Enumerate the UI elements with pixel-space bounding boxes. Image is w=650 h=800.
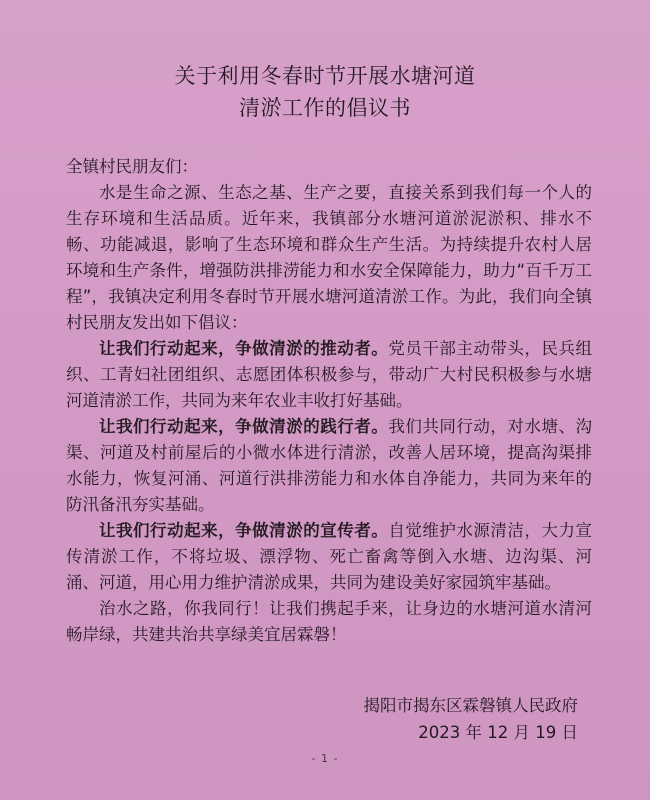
paragraph-closing: 治水之路，你我同行！让我们携起手来，让身边的水塘河道水清河畅岸绿，共建共治共享绿美宜居霖磐！ xyxy=(66,599,592,644)
paragraph-initiative-1 xyxy=(66,336,592,414)
initiative-1-text: 党员干部主动带头，民兵组织、工青妇社团组织、志愿团体积极参与，带动广大村民积极参与水塘河道清淤工作，共同为来年农业丰收打好基础。 xyxy=(66,339,593,410)
issuer-signature: 揭阳市揭东区霖磐镇人民政府 xyxy=(363,696,578,715)
initiative-1-heading: 让我们行动起来，争做清淤的推动者。 xyxy=(99,339,389,358)
document-title-line1: 关于利用冬春时节开展水塘河道 xyxy=(174,64,476,88)
greeting: 全镇村民朋友们： xyxy=(66,157,198,176)
initiative-3-text: 自觉维护水源清洁，大力宣传清淤工作，不将垃圾、漂浮物、死亡畜禽等倒入水塘、边沟渠、河涌、河道，用心用力维护清淤成果，共同为建设美好家园筑牢基础。 xyxy=(66,521,593,592)
paragraph-intro: 水是生命之源、生态之基、生产之要，直接关系到我们每一个人的生存环境和生活品质。近年来，我镇部分水塘河道淤泥淤积、排水不畅、功能减退，影响了生态环境和群众生产生活。为持续提升农村人居环境和生产条件，增强防洪排涝能力和水安全保障能力，助力“百千万工程”，我镇决定利用冬春时节开展水塘河道清淤工作。为此，我们向全镇村民朋友发出如下倡议： xyxy=(66,183,592,332)
initiative-3-heading: 让我们行动起来，争做清淤的宣传者。 xyxy=(99,521,389,540)
paragraph-initiative-3 xyxy=(66,518,592,596)
document-title-line2: 清淤工作的倡议书 xyxy=(239,96,411,120)
page-number: - 1 - xyxy=(311,752,339,765)
initiative-2-heading: 让我们行动起来，争做清淤的践行者。 xyxy=(99,417,389,436)
issue-date: 2023 年 12 月 19 日 xyxy=(418,723,578,742)
paragraph-initiative-2 xyxy=(66,414,592,518)
document-body xyxy=(66,154,592,648)
initiative-2-text: 我们共同行动，对水塘、沟渠、河道及村前屋后的小微水体进行清淤，改善人居环境，提高沟渠排水能力，恢复河涌、河道行洪排涝能力和水体自净能力，共同为来年的防汛备汛夯实基础。 xyxy=(66,417,593,514)
